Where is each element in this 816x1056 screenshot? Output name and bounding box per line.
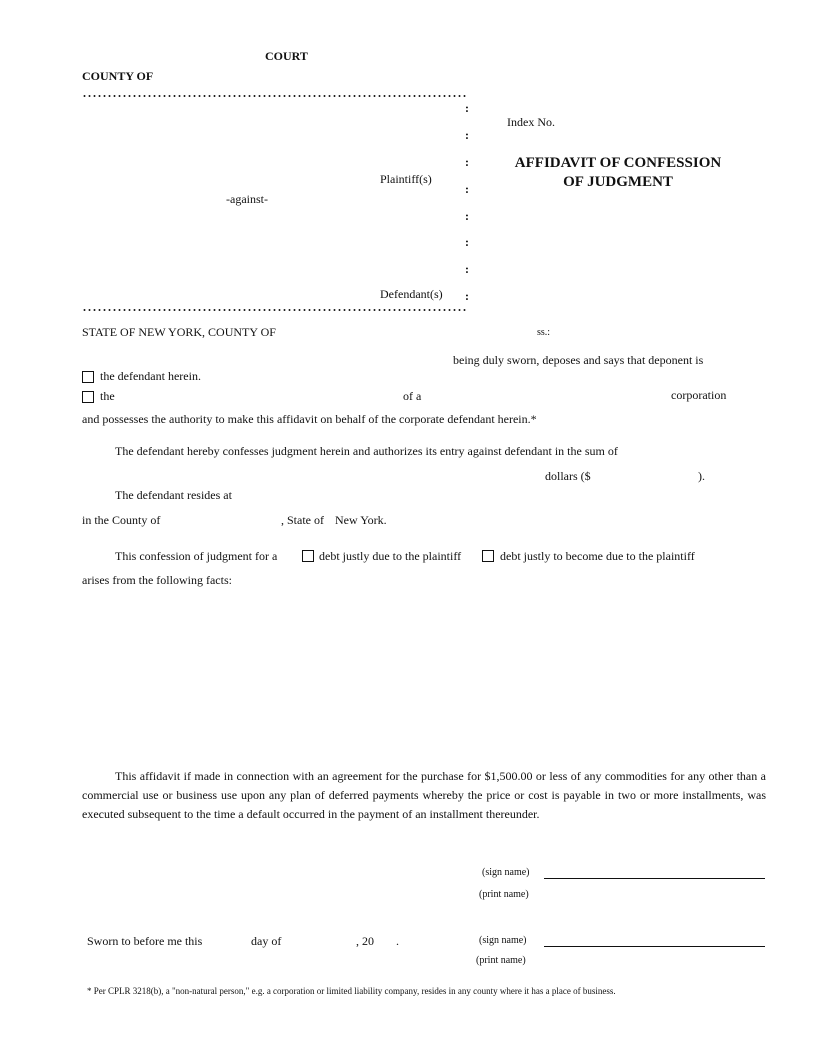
defendant-herein-checkbox[interactable]: [82, 371, 94, 383]
notary-signature-line[interactable]: [544, 946, 765, 947]
year-prefix-label: , 20: [356, 934, 374, 948]
debt-become-due-label: debt justly to become due to the plaintiff: [500, 549, 695, 563]
county-label: COUNTY OF: [82, 69, 154, 83]
deponent-signature-line[interactable]: [544, 878, 765, 879]
caption-colon: :: [465, 155, 469, 169]
caption-divider-top: [82, 95, 468, 97]
resides-label: The defendant resides at: [115, 488, 232, 502]
confession-for-label: This confession of judgment for a: [115, 549, 278, 563]
caption-colon: :: [465, 289, 469, 303]
deponent-sign-name-label: (sign name): [482, 867, 530, 878]
corporate-officer-of-a: of a: [403, 389, 422, 403]
defendant-label: Defendant(s): [380, 287, 443, 301]
state-value: New York.: [335, 513, 387, 527]
caption-colon: :: [465, 262, 469, 276]
caption-colon: :: [465, 128, 469, 142]
venue-state-county: STATE OF NEW YORK, COUNTY OF: [82, 325, 276, 339]
deponent-sworn-text: being duly sworn, deposes and says that deponent is: [453, 353, 704, 367]
jurat-period: .: [396, 934, 399, 948]
footnote: * Per CPLR 3218(b), a "non-natural person," e.g. a corporation or limited liability company, resides in any county where it has a place of business.: [87, 986, 616, 996]
title-line-2: OF JUDGMENT: [563, 174, 673, 190]
plaintiff-label: Plaintiff(s): [380, 172, 432, 186]
debt-due-checkbox[interactable]: [302, 550, 314, 562]
deponent-print-name-label: (print name): [479, 889, 529, 900]
notary-print-name-label: (print name): [476, 955, 526, 966]
defendant-herein-label: the defendant herein.: [100, 369, 201, 383]
corporate-officer-corporation: corporation: [671, 388, 727, 402]
debt-become-due-checkbox[interactable]: [482, 550, 494, 562]
confession-statement: The defendant hereby confesses judgment herein and authorizes its entry against defendant in the sum of: [115, 444, 618, 458]
dollars-close-paren: ).: [698, 469, 705, 483]
caption-divider-bottom: [82, 309, 468, 311]
court-label: COURT: [265, 49, 308, 63]
day-of-label: day of: [251, 934, 282, 948]
against-label: -against-: [226, 192, 268, 206]
caption-colon: :: [465, 209, 469, 223]
facts-label: arises from the following facts:: [82, 573, 232, 587]
state-of-label: , State of: [281, 513, 324, 527]
dollars-label: dollars ($: [545, 469, 591, 483]
debt-due-label: debt justly due to the plaintiff: [319, 549, 462, 563]
index-number-label: Index No.: [507, 115, 555, 129]
caption-colon: :: [465, 101, 469, 115]
county-residence-label: in the County of: [82, 513, 161, 527]
caption-colon: :: [465, 235, 469, 249]
venue-ss: ss.:: [537, 327, 551, 338]
document-title: [500, 154, 736, 192]
sworn-before-label: Sworn to before me this: [87, 934, 203, 948]
installment-paragraph: This affidavit if made in connection with an agreement for the purchase for $1,500.00 or less of any commodities for any other than a commercial use or business use upon any plan of deferred payments whereby the price or cost is payable in two or more installments, was executed subsequent to the time a default occurred in the payment of an installment thereunder.: [82, 769, 766, 821]
corporate-officer-checkbox[interactable]: [82, 391, 94, 403]
authority-statement: and possesses the authority to make this affidavit on behalf of the corporate defendant herein.*: [82, 412, 537, 426]
caption-colon: :: [465, 182, 469, 196]
corporate-officer-the: the: [100, 389, 115, 403]
title-line-1: AFFIDAVIT OF CONFESSION: [514, 155, 722, 171]
notary-sign-name-label: (sign name): [479, 935, 527, 946]
